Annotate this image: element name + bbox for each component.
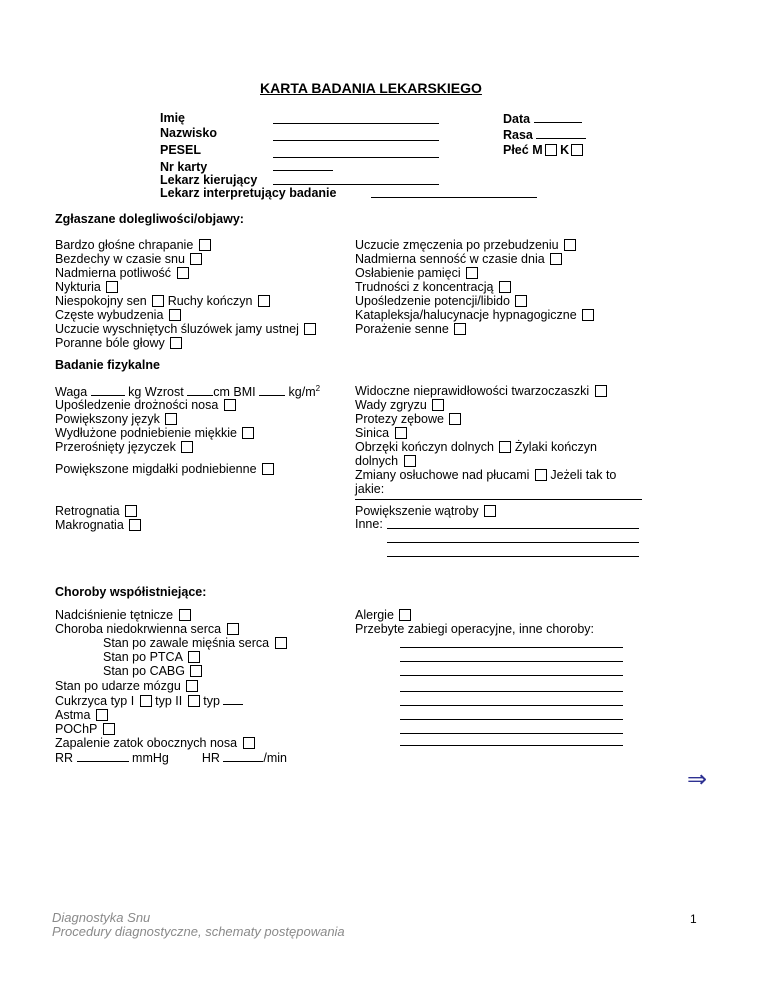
data-row <box>503 111 582 126</box>
complaint-label: Uczucie zmęczenia po przebudzeniu <box>355 238 559 252</box>
complaint-checkbox[interactable] <box>466 267 478 279</box>
exam-label: Jeżeli tak to <box>550 468 617 482</box>
nazwisko-field[interactable] <box>273 140 439 141</box>
complaint-checkbox[interactable] <box>454 323 466 335</box>
disease-label: Stan po zawale mięśnia serca <box>103 636 270 650</box>
complaint-label: Nadmierna potliwość <box>55 266 172 280</box>
complaint-checkbox[interactable] <box>152 295 164 307</box>
migdalki-row <box>55 462 274 476</box>
footer-line-2: Procedury diagnostyczne, schematy postępowania <box>52 924 345 939</box>
exam-label: Retrognatia <box>55 504 120 518</box>
exam-checkbox[interactable] <box>484 505 496 517</box>
complaint-label: Osłabienie pamięci <box>355 266 461 280</box>
exam-checkbox[interactable] <box>181 441 193 453</box>
complaint-label: Poranne bóle głowy <box>55 336 165 350</box>
zabiegi-field[interactable] <box>400 661 623 662</box>
disease-checkbox[interactable] <box>96 709 108 721</box>
zabiegi-field[interactable] <box>400 719 623 720</box>
zabiegi-field[interactable] <box>400 647 623 648</box>
physical-heading: Badanie fizykalne <box>55 358 160 372</box>
page-number: 1 <box>690 912 697 926</box>
nr-karty-field[interactable] <box>273 170 333 171</box>
complaint-checkbox[interactable] <box>106 281 118 293</box>
physical-right-list <box>355 384 616 496</box>
label-inne: Inne: <box>355 517 383 531</box>
disease-checkbox[interactable] <box>243 737 255 749</box>
zabiegi-field[interactable] <box>400 705 623 706</box>
disease-label: POChP <box>55 722 98 736</box>
complaint-checkbox[interactable] <box>515 295 527 307</box>
exam-checkbox[interactable] <box>262 463 274 475</box>
superscript: 2 <box>315 383 321 393</box>
inne-field[interactable] <box>387 556 639 557</box>
label-plec-k: K <box>560 143 570 157</box>
rasa-row <box>503 127 586 142</box>
waga-field[interactable] <box>91 384 125 396</box>
plec-row <box>503 143 583 157</box>
next-page-arrow-icon[interactable]: ⇒ <box>687 765 708 793</box>
comorbid-heading: Choroby współistniejące: <box>55 585 207 599</box>
exam-label: Obrzęki kończyn dolnych <box>355 440 494 454</box>
zabiegi-field[interactable] <box>400 675 623 676</box>
exam-checkbox[interactable] <box>242 427 254 439</box>
label-bmi-unit: kg/m <box>288 385 316 399</box>
exam-checkbox[interactable] <box>535 469 547 481</box>
wzrost-field[interactable] <box>187 384 213 396</box>
exam-label: Sinica <box>355 426 390 440</box>
disease-label: Cukrzyca typ I <box>55 694 135 708</box>
complaint-label: Bezdechy w czasie snu <box>55 252 185 266</box>
exam-label: Wady zgryzu <box>355 398 427 412</box>
label-lekarz-interpretujacy: Lekarz interpretujący badanie <box>160 186 337 200</box>
exam-checkbox[interactable] <box>165 413 177 425</box>
disease-checkbox[interactable] <box>140 695 152 707</box>
comorbid-right <box>355 608 594 636</box>
label-rasa: Rasa <box>503 128 533 142</box>
disease-label: Przebyte zabiegi operacyjne, inne choroby: <box>355 622 595 636</box>
comorbid-left-list <box>55 608 287 678</box>
disease-label: Alergie <box>355 608 394 622</box>
label-min: /min <box>263 751 287 765</box>
complaint-label: Częste wybudzenia <box>55 308 164 322</box>
inne-field[interactable] <box>387 528 639 529</box>
lekarz-kierujacy-field[interactable] <box>273 184 439 185</box>
exam-label: Makrognatia <box>55 518 124 532</box>
disease-label: Stan po udarze mózgu <box>55 679 181 693</box>
exam-label: Powiększony język <box>55 412 160 426</box>
label-plec: Płeć <box>503 143 529 157</box>
complaints-heading: Zgłaszane dolegliwości/objawy: <box>55 212 244 226</box>
label-rr: RR <box>55 751 74 765</box>
label-data: Data <box>503 112 531 126</box>
disease-checkbox[interactable] <box>227 623 239 635</box>
exam-label: Zmiany osłuchowe nad płucami <box>355 468 530 482</box>
disease-label: Stan po CABG <box>103 664 185 678</box>
disease-checkbox[interactable] <box>179 609 191 621</box>
complaint-label: Bardzo głośne chrapanie <box>55 238 194 252</box>
zabiegi-field[interactable] <box>400 691 623 692</box>
disease-checkbox[interactable] <box>275 637 287 649</box>
label-mmhg: mmHg <box>132 751 169 765</box>
label-plec-m: M <box>532 143 543 157</box>
label-lekarz-kierujacy: Lekarz kierujący <box>160 173 258 187</box>
exam-checkbox[interactable] <box>595 385 607 397</box>
exam-checkbox[interactable] <box>129 519 141 531</box>
complaint-label: Uczucie wyschniętych śluzówek jamy ustnej <box>55 322 299 336</box>
pesel-field[interactable] <box>273 157 439 158</box>
complaint-checkbox[interactable] <box>169 309 181 321</box>
exam-label: jakie: <box>355 482 385 496</box>
footer-line-1: Diagnostyka Snu <box>52 910 151 925</box>
footer <box>52 911 345 939</box>
zabiegi-field[interactable] <box>400 745 623 746</box>
zabiegi-field[interactable] <box>400 733 623 734</box>
complaint-checkbox[interactable] <box>199 239 211 251</box>
disease-checkbox[interactable] <box>186 680 198 692</box>
complaint-label: Ruchy kończyn <box>167 294 253 308</box>
exam-label: Powiększone migdałki podniebienne <box>55 462 257 476</box>
watroba-row <box>355 504 496 518</box>
exam-checkbox[interactable] <box>499 441 511 453</box>
rasa-field[interactable] <box>536 127 586 139</box>
label-waga: Waga <box>55 385 88 399</box>
rr-field[interactable] <box>77 750 129 762</box>
disease-checkbox[interactable] <box>188 651 200 663</box>
disease-label: Astma <box>55 708 91 722</box>
exam-label: Protezy zębowe <box>355 412 444 426</box>
inne-field[interactable] <box>387 542 639 543</box>
label-nr-karty: Nr karty <box>160 160 208 174</box>
complaint-checkbox[interactable] <box>190 253 202 265</box>
complaint-checkbox[interactable] <box>564 239 576 251</box>
exam-checkbox[interactable] <box>404 455 416 467</box>
plec-k-checkbox[interactable] <box>571 144 583 156</box>
disease-checkbox[interactable] <box>188 695 200 707</box>
label-pesel: PESEL <box>160 143 201 157</box>
measurements-row <box>55 384 320 399</box>
hr-field[interactable] <box>223 750 263 762</box>
complaint-label: Porażenie senne <box>355 322 449 336</box>
exam-checkbox[interactable] <box>395 427 407 439</box>
exam-label: Upośledzenie drożności nosa <box>55 398 219 412</box>
exam-label: Żylaki kończyn <box>514 440 597 454</box>
complaint-checkbox[interactable] <box>304 323 316 335</box>
disease-label: Choroba niedokrwienna serca <box>55 622 222 636</box>
exam-label: Przerośnięty języczek <box>55 440 176 454</box>
complaint-label: Upośledzenie potencji/libido <box>355 294 510 308</box>
complaint-checkbox[interactable] <box>550 253 562 265</box>
plec-m-checkbox[interactable] <box>545 144 557 156</box>
exam-checkbox[interactable] <box>432 399 444 411</box>
label-bmi: cm BMI <box>213 385 256 399</box>
bmi-field[interactable] <box>259 384 285 396</box>
complaint-checkbox[interactable] <box>582 309 594 321</box>
complaint-label: Nykturia <box>55 280 101 294</box>
label-nazwisko: Nazwisko <box>160 126 217 140</box>
data-field[interactable] <box>534 111 582 123</box>
disease-label: Zapalenie zatok obocznych nosa <box>55 736 238 750</box>
disease-label: Stan po PTCA <box>103 650 183 664</box>
disease-checkbox[interactable] <box>399 609 411 621</box>
disease-checkbox[interactable] <box>103 723 115 735</box>
disease-label: typ II <box>155 694 183 708</box>
exam-label: Powiększenie wątroby <box>355 504 479 518</box>
complaint-label: Katapleksja/halucynacje hypnagogiczne <box>355 308 577 322</box>
imie-field[interactable] <box>273 123 439 124</box>
label-hr: HR <box>201 751 220 765</box>
jakie-field[interactable] <box>355 499 642 500</box>
disease-label: Nadciśnienie tętnicze <box>55 608 174 622</box>
exam-checkbox[interactable] <box>224 399 236 411</box>
typ-field[interactable] <box>223 693 243 705</box>
complaint-label: Trudności z koncentracją <box>355 280 494 294</box>
page-title: KARTA BADANIA LEKARSKIEGO <box>260 80 482 96</box>
physical-left-list <box>55 398 254 454</box>
exam-checkbox[interactable] <box>125 505 137 517</box>
complaint-checkbox[interactable] <box>258 295 270 307</box>
exam-label: Widoczne nieprawidłowości twarzoczaszki <box>355 384 590 398</box>
complaint-label: Niespokojny sen <box>55 294 147 308</box>
disease-checkbox[interactable] <box>190 665 202 677</box>
comorbid-left-list-2 <box>55 679 287 765</box>
complaint-checkbox[interactable] <box>177 267 189 279</box>
exam-label: dolnych <box>355 454 399 468</box>
complaint-label: Nadmierna senność w czasie dnia <box>355 252 545 266</box>
complaints-left-list <box>55 238 316 350</box>
gnatia-list <box>55 504 141 532</box>
lekarz-interpretujacy-field[interactable] <box>371 197 537 198</box>
exam-checkbox[interactable] <box>449 413 461 425</box>
label-imie: Imię <box>160 111 186 125</box>
complaints-right-list <box>355 238 594 336</box>
complaint-checkbox[interactable] <box>499 281 511 293</box>
complaint-checkbox[interactable] <box>170 337 182 349</box>
exam-label: Wydłużone podniebienie miękkie <box>55 426 237 440</box>
label-wzrost: kg Wzrost <box>128 385 184 399</box>
disease-label: typ <box>203 694 220 708</box>
